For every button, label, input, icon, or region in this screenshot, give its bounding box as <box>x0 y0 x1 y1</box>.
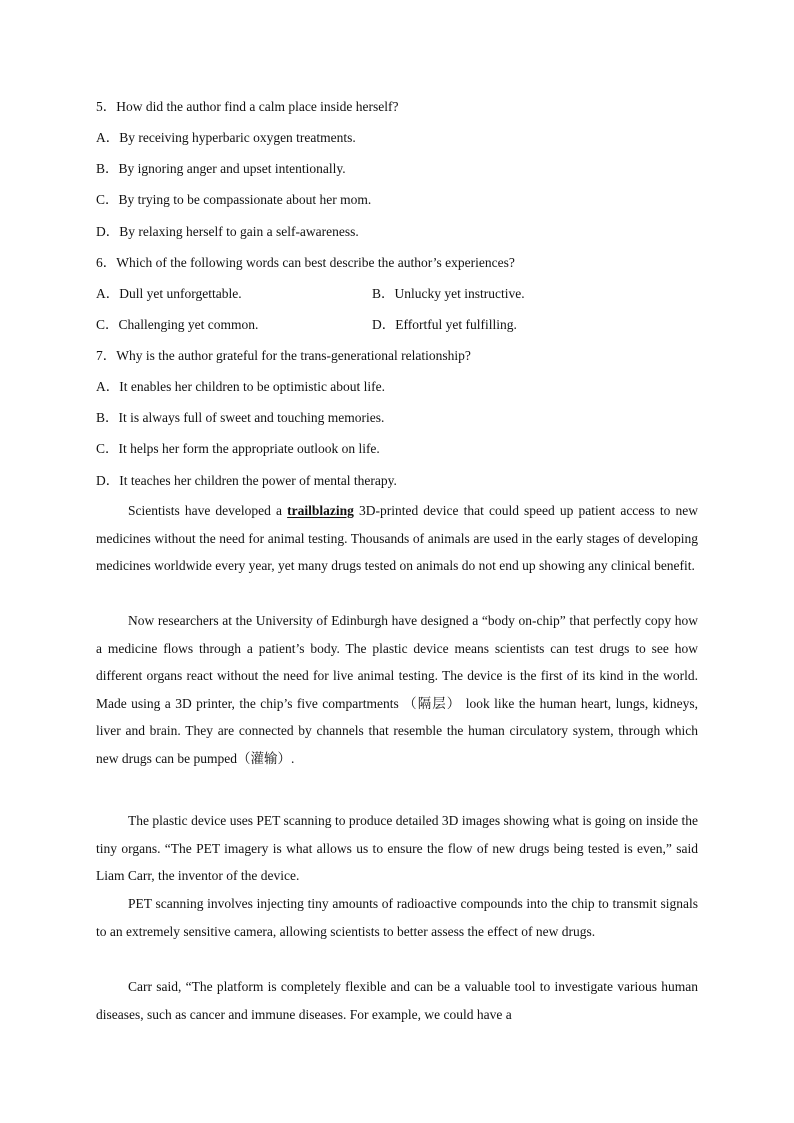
highlighted-keyword: trailblazing <box>287 503 354 518</box>
question-6-option-c: C．Challenging yet common. <box>96 317 259 332</box>
question-5-option-a: A．By receiving hyperbaric oxygen treatments. <box>96 130 356 145</box>
passage-p1-before: Scientists have developed a <box>128 503 288 518</box>
passage-paragraph-4: PET scanning involves injecting tiny amounts of radioactive compounds into the chip to transmit signals to an extremely sensitive camera, allowing scientists to better assess the effect of new drugs. <box>96 896 698 939</box>
question-5-option-c: C．By trying to be compassionate about her mom. <box>96 192 372 207</box>
question-5-option-b: B．By ignoring anger and upset intentionally. <box>96 161 346 176</box>
passage-paragraph-1 <box>96 497 698 580</box>
passage-paragraph-2: Now researchers at the University of Edinburgh have designed a “body on-chip” that perfectly copy how a medicine flows through a patient’s body. The plastic device means scientists can test drugs to see how different organs react without the need for live animal testing. The device is the first of its kind in the world. Made using a 3D printer, the chip’s five compartments （隔层） look like the human heart, lungs, kidneys, liver and brain. They are connected by channels that resemble the human circulatory system, through which new drugs can be pumped（灌输）. <box>96 613 698 766</box>
question-7-stem: 7．Why is the author grateful for the trans-generational relationship? <box>96 348 471 363</box>
passage-p1-after: 3D-printed device that could speed up patient access to new medicines without the need for animal testing. Thousands of animals are used in the early stages of developing medicines worldwide every year, yet many drugs tested on animals do not end up showing any clinical benefit. <box>96 503 698 574</box>
question-5-stem: 5．How did the author find a calm place inside herself? <box>96 99 399 114</box>
question-6-option-d: D．Effortful yet fulfilling. <box>372 317 517 332</box>
question-6-stem: 6．Which of the following words can best describe the author’s experiences? <box>96 255 515 270</box>
question-6-option-b: B．Unlucky yet instructive. <box>372 286 525 301</box>
question-7-option-b: B．It is always full of sweet and touching memories. <box>96 410 385 425</box>
question-7-option-a: A．It enables her children to be optimistic about life. <box>96 379 386 394</box>
passage-paragraph-5: Carr said, “The platform is completely flexible and can be a valuable tool to investigate various human diseases, such as cancer and immune diseases. For example, we could have a <box>96 979 698 1022</box>
question-7-option-d: D．It teaches her children the power of mental therapy. <box>96 473 397 488</box>
question-6-option-a: A．Dull yet unforgettable. <box>96 286 242 301</box>
question-5-option-d: D．By relaxing herself to gain a self-awareness. <box>96 224 359 239</box>
passage-paragraph-3: The plastic device uses PET scanning to produce detailed 3D images showing what is going on inside the tiny organs. “The PET imagery is what allows us to ensure the flow of new drugs being tested is even,” said Liam Carr, the inventor of the device. <box>96 813 698 884</box>
question-7-option-c: C．It helps her form the appropriate outlook on life. <box>96 441 380 456</box>
